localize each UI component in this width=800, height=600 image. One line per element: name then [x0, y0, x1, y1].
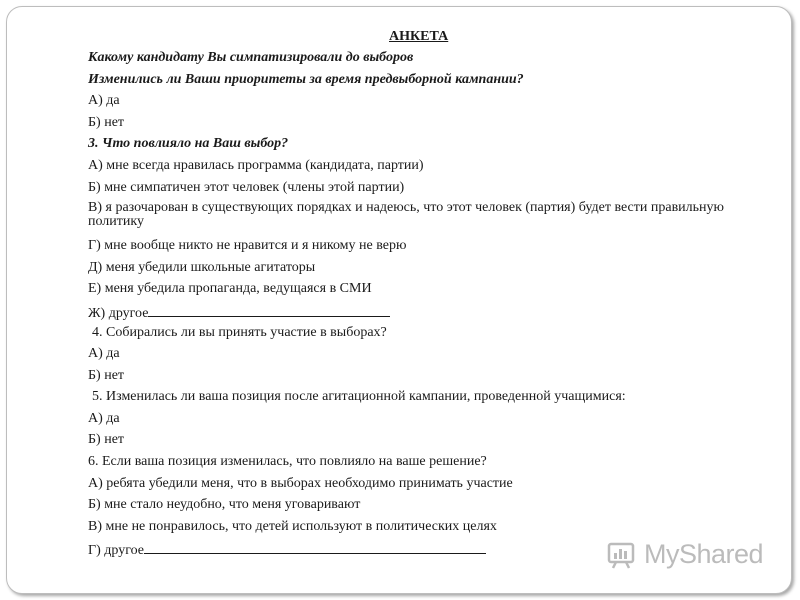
question-3: 3. Что повлияло на Ваш выбор? — [88, 136, 289, 151]
q6-option-other — [88, 540, 486, 559]
q3-option-d: Г) мне вообще никто не нравится и я никому не верю — [88, 238, 407, 253]
q6-option-other-label: Г) другое — [88, 543, 144, 558]
q4-option-b: Б) нет — [88, 368, 125, 383]
q6-other-blank-line — [144, 540, 486, 554]
myshared-watermark — [606, 536, 766, 572]
q3-option-f: Е) меня убедила пропаганда, ведущаяся в СМИ — [88, 281, 372, 296]
q6-option-c: В) мне не понравилось, что детей используют в политических целях — [88, 519, 497, 534]
myshared-watermark-text: MyShared — [644, 538, 764, 569]
q3-other-blank-line — [148, 303, 390, 317]
q3-option-e: Д) меня убедили школьные агитаторы — [88, 260, 316, 275]
question-4: 4. Собирались ли вы принять участие в выборах? — [92, 325, 387, 340]
myshared-logo-icon — [606, 538, 638, 570]
q3-option-b: Б) мне симпатичен этот человек (члены этой партии) — [88, 180, 405, 195]
q4-option-a: А) да — [88, 346, 120, 361]
q3-option-other-label: Ж) другое — [88, 306, 149, 321]
q6-option-a: А) ребята убедили меня, что в выборах необходимо принимать участие — [88, 476, 513, 491]
q5-option-a: А) да — [88, 411, 120, 426]
q3-option-a: А) мне всегда нравилась программа (кандидата, партии) — [88, 158, 424, 173]
q6-option-b: Б) мне стало неудобно, что меня уговаривают — [88, 497, 361, 512]
question-6: 6. Если ваша позиция изменилась, что повлияло на ваше решение? — [88, 454, 487, 469]
q5-option-b: Б) нет — [88, 432, 125, 447]
q3-option-other — [88, 303, 390, 322]
document-title: АНКЕТА — [389, 29, 449, 44]
question-1: Какому кандидату Вы симпатизировали до выборов — [88, 50, 414, 65]
q2-option-b: Б) нет — [88, 115, 125, 130]
q2-option-a: А) да — [88, 93, 120, 108]
q3-option-c: В) я разочарован в существующих порядках и надеюсь, что этот человек (партия) будет вести правильную политику — [88, 200, 724, 229]
question-5: 5. Изменилась ли ваша позиция после агитационной кампании, проведенной учащимися: — [92, 389, 626, 404]
question-2: Изменились ли Ваши приоритеты за время предвыборной кампании? — [88, 72, 524, 87]
